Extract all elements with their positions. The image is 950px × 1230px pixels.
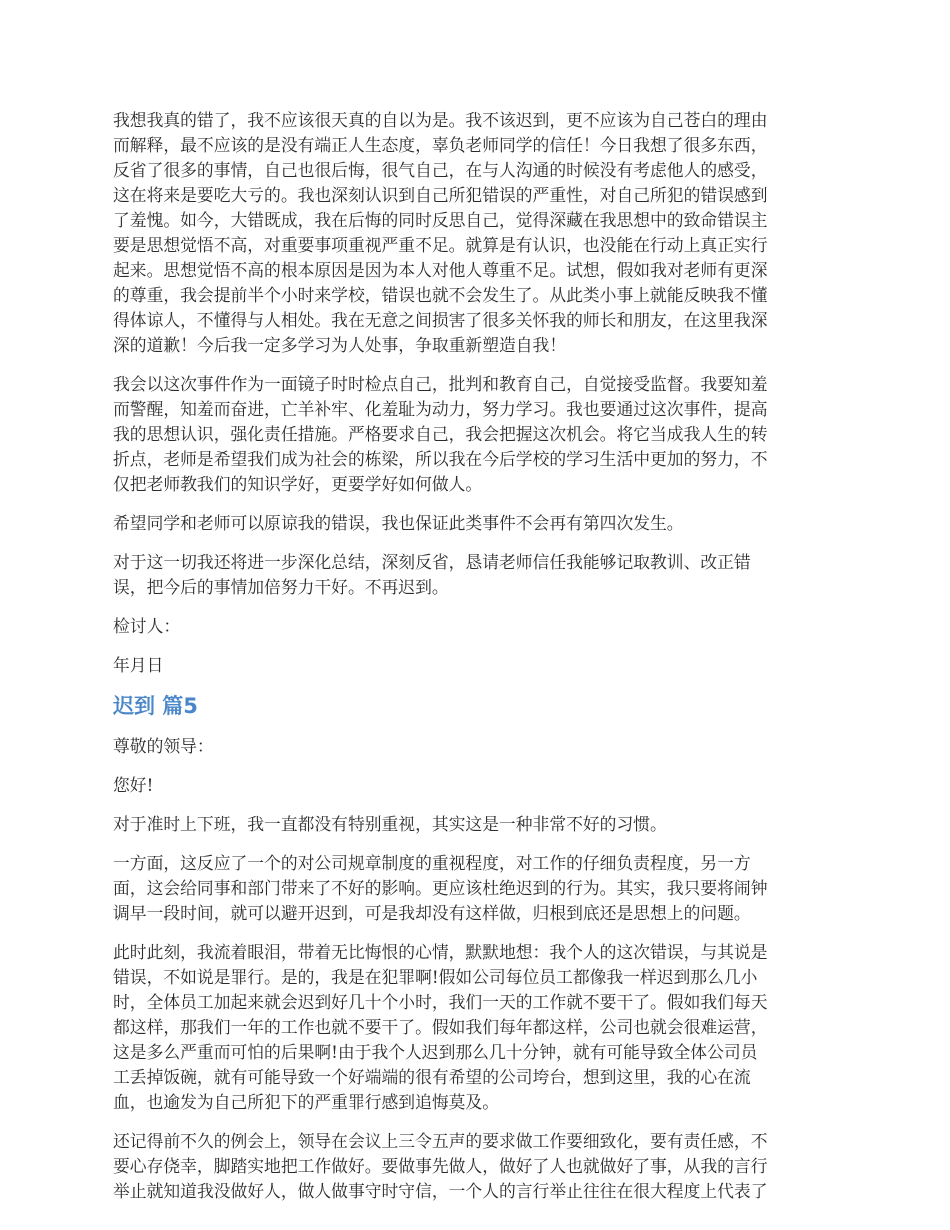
signature-label: [113, 614, 840, 639]
salutation: [113, 734, 840, 759]
text-line: 起来。思想觉悟不高的根本原因是因为本人对他人尊重不足。试想，假如我对老师有更深: [113, 260, 768, 280]
text-line: 血，也逾发为自己所犯下的严重罪行感到追悔莫及。: [113, 1092, 499, 1112]
text-line: 都这样，那我们一年的工作也就不要干了。假如我们每年都这样，公司也就会很难运营，: [113, 1017, 768, 1037]
text-line: 时，全体员工加起来就会迟到好几十个小时，我们一天的工作就不要干了。假如我们每天: [113, 992, 768, 1012]
document-page: [113, 108, 840, 1218]
text-line: 一方面，这反应了一个的对公司规章制度的重视程度，对工作的仔细负责程度，另一方: [113, 853, 751, 873]
text-line: 年月日: [113, 655, 164, 675]
text-line: 此时此刻，我流着眼泪，带着无比悔恨的心情，默默地想：我个人的这次错误，与其说是: [113, 942, 768, 962]
text-line: 检讨人：: [113, 616, 181, 636]
section-heading: 迟到 篇5: [113, 694, 198, 718]
text-line: 折点，老师是希望我们成为社会的栋梁，所以我在今后学校的学习生活中更加的努力，不: [113, 449, 768, 469]
greeting: [113, 773, 840, 798]
text-line: 您好!: [113, 775, 154, 795]
text-line: 误，把今后的事情加倍努力干好。不再迟到。: [113, 577, 449, 597]
text-line: 而警醒，知羞而奋进，亡羊补牢、化羞耻为动力，努力学习。我也要通过这次事件，提高: [113, 399, 768, 419]
text-line: 举止就知道我没做好人，做人做事守时守信，一个人的言行举止往往在很大程度上代表了: [113, 1181, 768, 1201]
paragraph-punctuality: [113, 812, 840, 837]
text-line: 这在将来是要吃大亏的。我也深刻认识到自己所犯错误的严重性，对自己所犯的错误感到: [113, 185, 768, 205]
paragraph-impact: [113, 851, 840, 926]
text-line: 我会以这次事件作为一面镜子时时检点自己，批判和教育自己，自觉接受监督。我要知羞: [113, 374, 768, 394]
text-line: 仅把老师教我们的知识学好，更要学好如何做人。: [113, 474, 483, 494]
text-line: 我想我真的错了，我不应该很天真的自以为是。我不该迟到，更不应该为自己苍白的理由: [113, 110, 768, 130]
text-line: 得体谅人，不懂得与人相处。我在无意之间损害了很多关怀我的师长和朋友，在这里我深: [113, 310, 768, 330]
text-line: 这是多么严重而可怕的后果啊!由于我个人迟到那么几十分钟，就有可能导致全体公司员: [113, 1042, 758, 1062]
text-line: 尊敬的领导：: [113, 736, 214, 756]
text-line: 工丢掉饭碗，就有可能导致一个好端端的很有希望的公司垮台，想到这里，我的心在流: [113, 1067, 751, 1087]
text-line: 错误，不如说是罪行。是的，我是在犯罪啊!假如公司每位员工都像我一样迟到那么几小: [113, 967, 758, 987]
date-label: [113, 653, 840, 678]
paragraph-hope-forgiveness: [113, 511, 840, 536]
paragraph-regret: [113, 940, 840, 1115]
text-line: 要是思想觉悟不高，对重要事项重视严重不足。就算是有认识，也没能在行动上真正实行: [113, 235, 768, 255]
text-line: 希望同学和老师可以原谅我的错误，我也保证此类事件不会再有第四次发生。: [113, 513, 684, 533]
text-line: 深的道歉！今后我一定多学习为人处事，争取重新塑造自我！: [113, 335, 567, 355]
text-line: 了羞愧。如今，大错既成，我在后悔的同时反思自己，觉得深藏在我思想中的致命错误主: [113, 210, 768, 230]
text-line: 对于这一切我还将进一步深化总结，深刻反省，恳请老师信任我能够记取教训、改正错: [113, 552, 751, 572]
paragraph-commitment: [113, 550, 840, 600]
text-line: 要心存侥幸，脚踏实地把工作做好。要做事先做人，做好了人也就做好了事，从我的言行: [113, 1156, 768, 1176]
text-line: 调早一段时间，就可以避开迟到，可是我却没有这样做，归根到底还是思想上的问题。: [113, 903, 751, 923]
text-line: 面，这会给同事和部门带来了不好的影响。更应该杜绝迟到的行为。其实，我只要将闹钟: [113, 878, 768, 898]
text-line: 的尊重，我会提前半个小时来学校，错误也就不会发生了。从此类小事上就能反映我不懂: [113, 285, 768, 305]
text-line: 还记得前不久的例会上，领导在会议上三令五声的要求做工作要细致化，要有责任感，不: [113, 1131, 768, 1151]
text-line: 而解释，最不应该的是没有端正人生态度，辜负老师同学的信任！今日我想了很多东西，: [113, 135, 768, 155]
paragraph-self-improvement: [113, 372, 840, 497]
text-line: 反省了很多的事情，自己也很后悔，很气自己，在与人沟通的时候没有考虑他人的感受，: [113, 160, 768, 180]
paragraph-apology-reflection: [113, 108, 840, 358]
text-line: 我的思想认识，强化责任措施。严格要求自己，我会把握这次机会。将它当成我人生的转: [113, 424, 768, 444]
paragraph-meeting-recall: [113, 1129, 840, 1204]
text-line: 对于准时上下班，我一直都没有特别重视，其实这是一种非常不好的习惯。: [113, 814, 667, 834]
